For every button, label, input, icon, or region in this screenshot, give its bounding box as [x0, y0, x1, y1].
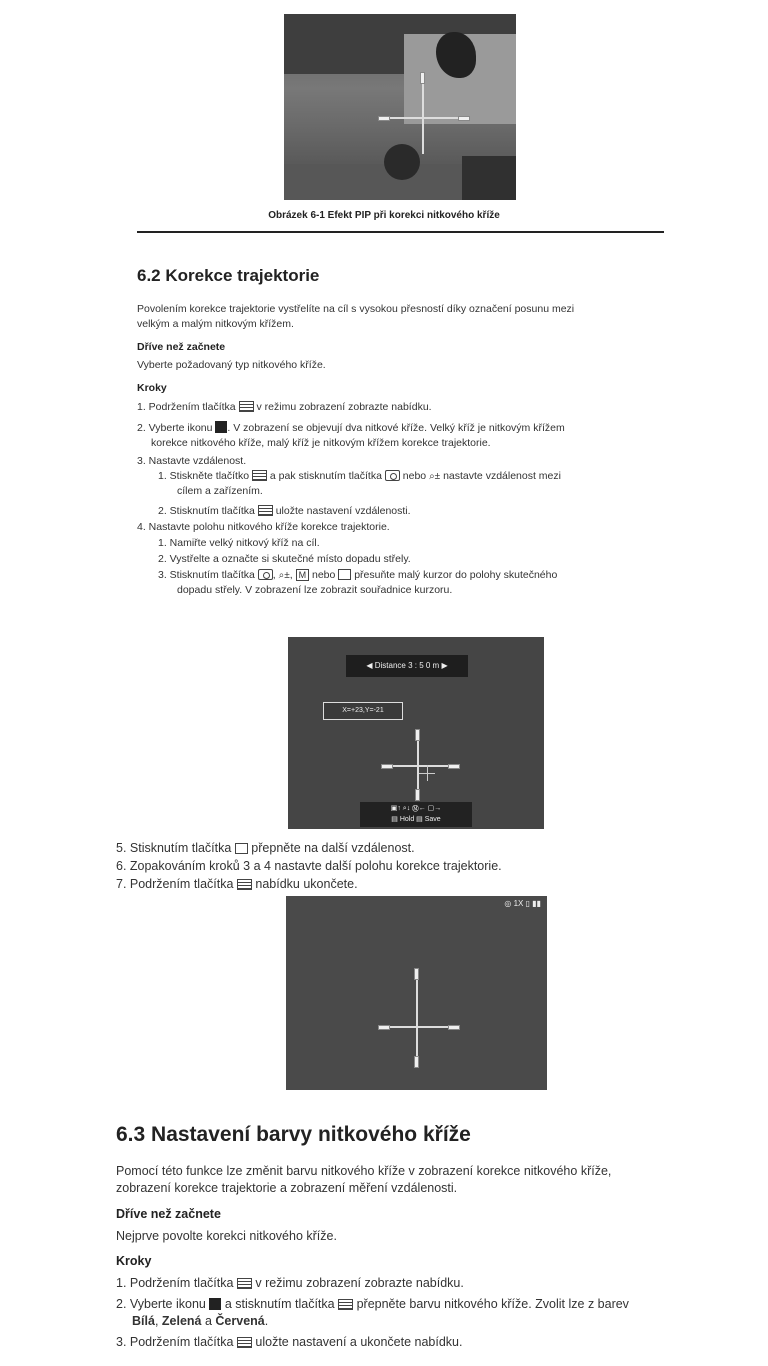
step-3-1: 1. Stiskněte tlačítko a pak stisknutím tlačítka nebo ⌕± nastavte vzdálenost mezi cílem a zařízením.	[158, 470, 561, 497]
step-4-1: 1. Namiřte velký nitkový kříž na cíl.	[158, 537, 320, 549]
intro-paragraph: Povolením korekce trajektorie vystřelíte na cíl s vysokou přesností díky označení posunu mezi velkým a malým nitkovým křížem.	[137, 303, 575, 330]
before-heading: Dříve než začnete	[137, 341, 226, 353]
step-2: 2. Vyberte ikonu . V zobrazení se objevují dva nitkové kříže. Velký kříž je nitkovým křížem korekce nitkového kříže, malý kříž je nitkovým křížem korekce trajektorie.	[137, 422, 565, 449]
steps-heading: Kroky	[137, 382, 167, 394]
figure-caption: Obrázek 6-1 Efekt PIP při korekci nitkového kříže	[268, 210, 500, 221]
figure-pip-image	[284, 14, 516, 200]
distance-bar: ◀ Distance 3 : 5 0 m ▶	[346, 655, 468, 677]
section-title-6-2: 6.2 Korekce trajektorie	[137, 266, 320, 285]
intro-paragraph: Pomocí této funkce lze změnit barvu nitkového kříže v zobrazení korekce nitkového kříže, zobrazení korekce trajektorie a zobrazení měření vzdálenosti.	[116, 1164, 612, 1195]
cursor-coordinates: X=+23,Y=-21	[323, 702, 403, 720]
crosshair-screen	[286, 896, 547, 1090]
zoom-icon: ⌕±	[429, 471, 441, 482]
section-title-6-3: 6.3 Nastavení barvy nitkového kříže	[116, 1123, 471, 1146]
step-1: 1. Podržením tlačítka v režimu zobrazení zobrazte nabídku.	[137, 401, 432, 413]
step-4: 4. Nastavte polohu nitkového kříže korekce trajektorie.	[137, 521, 390, 533]
step-2: 2. Vyberte ikonu a stisknutím tlačítka přepněte barvu nitkového kříže. Zvolit lze z barev Bílá, Zelená a Červená.	[116, 1297, 629, 1328]
trajectory-screen	[288, 637, 544, 829]
step-4-2: 2. Vystřelte a označte si skutečné místo dopadu střely.	[158, 553, 411, 565]
mode-icon: M	[296, 569, 310, 581]
steps-heading: Kroky	[116, 1254, 152, 1268]
menu-button-icon	[237, 1278, 252, 1289]
step-7: 7. Podržením tlačítka nabídku ukončete.	[116, 877, 358, 891]
color-icon	[209, 1298, 221, 1310]
step-3: 3. Podržením tlačítka uložte nastavení a ukončete nabídku.	[116, 1335, 463, 1349]
flag-icon	[215, 421, 227, 433]
before-heading: Dříve než začnete	[116, 1207, 221, 1221]
camera-icon	[385, 470, 400, 481]
menu-button-icon	[258, 505, 273, 516]
step-3-2: 2. Stisknutím tlačítka uložte nastavení vzdálenosti.	[158, 505, 411, 517]
switch-icon	[338, 569, 351, 580]
screen-toolbar: ▣↑ ⌕↓ Ⓜ← ▢→ ▤ Hold ▤ Save	[360, 802, 472, 827]
zoom-icon: ⌕±	[278, 570, 290, 581]
menu-button-icon	[237, 879, 252, 890]
menu-button-icon	[239, 401, 254, 412]
menu-button-icon	[338, 1299, 353, 1310]
step-1: 1. Podržením tlačítka v režimu zobrazení zobrazte nabídku.	[116, 1276, 464, 1290]
menu-button-icon	[252, 470, 267, 481]
camera-icon	[258, 569, 273, 580]
step-4-3: 3. Stisknutím tlačítka , ⌕±, M nebo přesuňte malý kurzor do polohy skutečného dopadu střely. V zobrazení lze zobrazit souřadnice kurzoru.	[158, 569, 558, 596]
before-text: Vyberte požadovaný typ nitkového kříže.	[137, 359, 326, 371]
step-6: 6. Zopakováním kroků 3 a 4 nastavte další polohu korekce trajektorie.	[116, 859, 502, 873]
step-3: 3. Nastavte vzdálenost.	[137, 455, 247, 467]
divider	[137, 231, 664, 233]
status-bar: ◎ 1X ▯ ▮▮	[504, 899, 541, 908]
step-5: 5. Stisknutím tlačítka přepněte na další vzdálenost.	[116, 841, 415, 855]
menu-button-icon	[237, 1337, 252, 1348]
before-text: Nejprve povolte korekci nitkového kříže.	[116, 1229, 337, 1243]
switch-icon	[235, 843, 248, 854]
